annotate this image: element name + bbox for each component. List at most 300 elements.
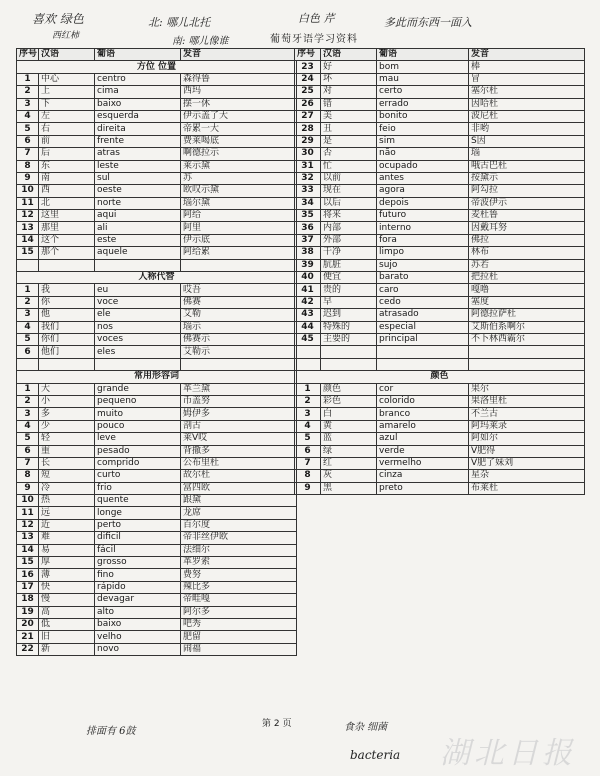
- pronunciation: 公布里杜: [181, 457, 297, 469]
- chinese-word: 新: [39, 643, 95, 655]
- pronunciation: 瑙示: [181, 321, 297, 333]
- pronunciation: 伊示底: [181, 234, 297, 246]
- portuguese-word: amarelo: [377, 420, 469, 432]
- table-row: [17, 507, 297, 519]
- portuguese-word: comprido: [95, 457, 181, 469]
- blank-row: [17, 259, 297, 271]
- pronunciation: 林布: [469, 247, 585, 259]
- table-row: [295, 172, 585, 184]
- chinese-word: 北: [39, 197, 95, 209]
- empty-cell: [295, 346, 321, 358]
- portuguese-word: fora: [377, 234, 469, 246]
- row-number: 17: [17, 581, 39, 593]
- portuguese-word: agora: [377, 185, 469, 197]
- chinese-word: 白: [321, 408, 377, 420]
- portuguese-word: leve: [95, 433, 181, 445]
- chinese-word: 以前: [321, 172, 377, 184]
- row-number: 41: [295, 284, 321, 296]
- portuguese-word: grande: [95, 383, 181, 395]
- table-row: [17, 148, 297, 160]
- blank-row: [295, 346, 585, 358]
- pronunciation: 不兰古: [469, 408, 585, 420]
- pronunciation: 果洛里杜: [469, 395, 585, 407]
- portuguese-word: oeste: [95, 185, 181, 197]
- chinese-word: 远: [39, 507, 95, 519]
- portuguese-word: limpo: [377, 247, 469, 259]
- section-header: [17, 272, 297, 284]
- pronunciation: 艾勒: [181, 309, 297, 321]
- table-row: [295, 86, 585, 98]
- chinese-word: 红: [321, 457, 377, 469]
- pronunciation: 瑙尔黛: [181, 197, 297, 209]
- empty-cell: [469, 358, 585, 370]
- row-number: 2: [17, 86, 39, 98]
- handwritten-note: 北: 哪儿北托: [148, 16, 211, 29]
- row-number: 23: [295, 61, 321, 73]
- pronunciation: 伊示盖了大: [181, 110, 297, 122]
- row-number: 1: [17, 73, 39, 85]
- portuguese-word: antes: [377, 172, 469, 184]
- table-row: [17, 581, 297, 593]
- pronunciation: 阿里: [181, 222, 297, 234]
- chinese-word: 大: [39, 383, 95, 395]
- empty-cell: [95, 358, 181, 370]
- chinese-word: 长: [39, 457, 95, 469]
- section-title: 人称代替: [17, 272, 297, 284]
- handwritten-note: 喜欢 绿色: [32, 12, 84, 26]
- table-row: [17, 321, 297, 333]
- empty-cell: [181, 358, 297, 370]
- portuguese-word: novo: [95, 643, 181, 655]
- chinese-word: 干净: [321, 247, 377, 259]
- table-row: [17, 296, 297, 308]
- page-title: 葡萄牙语学习资料: [270, 34, 358, 45]
- row-number: 9: [17, 482, 39, 494]
- row-number: 29: [295, 135, 321, 147]
- table-row: [17, 86, 297, 98]
- chinese-word: 内部: [321, 222, 377, 234]
- row-number: 39: [295, 259, 321, 271]
- chinese-word: 旧: [39, 631, 95, 643]
- pronunciation: 果尔: [469, 383, 585, 395]
- pronunciation: 苏: [181, 172, 297, 184]
- chinese-word: 早: [321, 296, 377, 308]
- column-header-num: 序号: [295, 49, 321, 61]
- column-header-pt: 葡语: [95, 49, 181, 61]
- chinese-word: 短: [39, 470, 95, 482]
- portuguese-word: muito: [95, 408, 181, 420]
- chinese-word: 黄: [321, 420, 377, 432]
- row-number: 45: [295, 333, 321, 345]
- chinese-word: 慢: [39, 594, 95, 606]
- portuguese-word: colorido: [377, 395, 469, 407]
- portuguese-word: frio: [95, 482, 181, 494]
- row-number: 27: [295, 110, 321, 122]
- chinese-word: 贵的: [321, 284, 377, 296]
- table-row: [17, 110, 297, 122]
- section-header: [17, 371, 297, 383]
- table-row: [17, 408, 297, 420]
- portuguese-word: velho: [95, 631, 181, 643]
- chinese-word: 否: [321, 148, 377, 160]
- portuguese-word: certo: [377, 86, 469, 98]
- table-row: [295, 73, 585, 85]
- table-row: [17, 445, 297, 457]
- pronunciation: 冒: [469, 73, 585, 85]
- row-number: 5: [17, 333, 39, 345]
- table-header: [17, 49, 297, 61]
- row-number: 37: [295, 234, 321, 246]
- table-row: [17, 383, 297, 395]
- pronunciation: 星杂: [469, 470, 585, 482]
- portuguese-word: aqui: [95, 210, 181, 222]
- table-row: [295, 247, 585, 259]
- pronunciation: 帝非丝伊欧: [181, 532, 297, 544]
- pronunciation: 阿尔多: [181, 606, 297, 618]
- portuguese-word: baixo: [95, 618, 181, 630]
- pronunciation: 阿勾拉: [469, 185, 585, 197]
- pronunciation: 按黛示: [469, 172, 585, 184]
- blank-row: [17, 358, 297, 370]
- table-row: [17, 470, 297, 482]
- chinese-word: 黑: [321, 482, 377, 494]
- chinese-word: 颜色: [321, 383, 377, 395]
- row-number: 14: [17, 544, 39, 556]
- portuguese-word: ocupado: [377, 160, 469, 172]
- row-number: 2: [17, 395, 39, 407]
- pronunciation: 哦古巴杜: [469, 160, 585, 172]
- table-row: [17, 643, 297, 655]
- column-header-pt: 葡语: [377, 49, 469, 61]
- vocab-table-left: [16, 48, 297, 656]
- portuguese-word: branco: [377, 408, 469, 420]
- pronunciation: 不卜林西霸尔: [469, 333, 585, 345]
- portuguese-word: vermelho: [377, 457, 469, 469]
- row-number: 4: [17, 321, 39, 333]
- handwritten-note: 白色 芹: [298, 12, 335, 25]
- row-number: 12: [17, 519, 39, 531]
- portuguese-word: bom: [377, 61, 469, 73]
- table-row: [295, 259, 585, 271]
- empty-cell: [321, 358, 377, 370]
- row-number: 3: [17, 408, 39, 420]
- chinese-word: 西: [39, 185, 95, 197]
- portuguese-word: longe: [95, 507, 181, 519]
- row-number: 43: [295, 309, 321, 321]
- portuguese-word: eu: [95, 284, 181, 296]
- row-number: 8: [17, 470, 39, 482]
- row-number: 34: [295, 197, 321, 209]
- pronunciation: 啊德拉示: [181, 148, 297, 160]
- pronunciation: 革罗索: [181, 557, 297, 569]
- pronunciation: 辣比多: [181, 581, 297, 593]
- handwritten-note: 多此而东西一面入: [384, 16, 472, 29]
- chinese-word: 东: [39, 160, 95, 172]
- table-row: [17, 197, 297, 209]
- portuguese-word: alto: [95, 606, 181, 618]
- portuguese-word: principal: [377, 333, 469, 345]
- chinese-word: 高: [39, 606, 95, 618]
- chinese-word: 这个: [39, 234, 95, 246]
- table-row: [295, 433, 585, 445]
- table-row: [17, 234, 297, 246]
- portuguese-word: interno: [377, 222, 469, 234]
- pronunciation: 莱示黛: [181, 160, 297, 172]
- chinese-word: 是: [321, 135, 377, 147]
- empty-cell: [39, 259, 95, 271]
- row-number: 3: [17, 309, 39, 321]
- chinese-word: 少: [39, 420, 95, 432]
- pronunciation: V肥得: [469, 445, 585, 457]
- row-number: 2: [295, 395, 321, 407]
- chinese-word: 中心: [39, 73, 95, 85]
- chinese-word: 难: [39, 532, 95, 544]
- chinese-word: 左: [39, 110, 95, 122]
- pronunciation: 麦杜鲁: [469, 210, 585, 222]
- portuguese-word: feio: [377, 123, 469, 135]
- chinese-word: 迟到: [321, 309, 377, 321]
- table-row: [295, 148, 585, 160]
- chinese-word: 他们: [39, 346, 95, 358]
- portuguese-word: pequeno: [95, 395, 181, 407]
- portuguese-word: caro: [377, 284, 469, 296]
- portuguese-word: rápido: [95, 581, 181, 593]
- table-row: [295, 457, 585, 469]
- chinese-word: 坏: [321, 73, 377, 85]
- table-row: [17, 569, 297, 581]
- row-number: 13: [17, 532, 39, 544]
- row-number: 4: [17, 420, 39, 432]
- chinese-word: 彩色: [321, 395, 377, 407]
- handwritten-note: 西红柿: [52, 31, 80, 41]
- row-number: 7: [17, 148, 39, 160]
- portuguese-word: fácil: [95, 544, 181, 556]
- table-row: [17, 247, 297, 259]
- portuguese-word: cima: [95, 86, 181, 98]
- portuguese-word: voces: [95, 333, 181, 345]
- pronunciation: 百尔度: [181, 519, 297, 531]
- chinese-word: 那个: [39, 247, 95, 259]
- row-number: 7: [17, 457, 39, 469]
- chinese-word: 他: [39, 309, 95, 321]
- portuguese-word: curto: [95, 470, 181, 482]
- row-number: 7: [295, 457, 321, 469]
- table-row: [295, 61, 585, 73]
- row-number: 40: [295, 272, 321, 284]
- table-row: [295, 296, 585, 308]
- row-number: 3: [17, 98, 39, 110]
- table-row: [17, 433, 297, 445]
- portuguese-word: verde: [377, 445, 469, 457]
- pronunciation: 帝波伊示: [469, 197, 585, 209]
- table-row: [17, 160, 297, 172]
- chinese-word: 易: [39, 544, 95, 556]
- chinese-word: 轻: [39, 433, 95, 445]
- table-row: [295, 160, 585, 172]
- pronunciation: 塞度: [469, 296, 585, 308]
- chinese-word: 快: [39, 581, 95, 593]
- table-row: [295, 110, 585, 122]
- row-number: 21: [17, 631, 39, 643]
- row-number: 8: [17, 160, 39, 172]
- pronunciation: 肥留: [181, 631, 297, 643]
- row-number: 16: [17, 569, 39, 581]
- table-row: [295, 482, 585, 494]
- row-number: 6: [17, 346, 39, 358]
- pronunciation: V肥了妹刘: [469, 457, 585, 469]
- chinese-word: 上: [39, 86, 95, 98]
- pronunciation: 佛拉: [469, 234, 585, 246]
- section-header: [17, 61, 297, 73]
- chinese-word: 右: [39, 123, 95, 135]
- row-number: 1: [17, 383, 39, 395]
- row-number: 6: [17, 135, 39, 147]
- row-number: 11: [17, 197, 39, 209]
- table-row: [17, 185, 297, 197]
- row-number: 38: [295, 247, 321, 259]
- section-title: 方位 位置: [17, 61, 297, 73]
- chinese-word: 薄: [39, 569, 95, 581]
- portuguese-word: não: [377, 148, 469, 160]
- empty-cell: [17, 358, 39, 370]
- chinese-word: 厚: [39, 557, 95, 569]
- chinese-word: 灰: [321, 470, 377, 482]
- row-number: 2: [17, 296, 39, 308]
- chinese-word: 下: [39, 98, 95, 110]
- row-number: 31: [295, 160, 321, 172]
- portuguese-word: azul: [377, 433, 469, 445]
- row-number: 12: [17, 210, 39, 222]
- portuguese-word: barato: [377, 272, 469, 284]
- row-number: 33: [295, 185, 321, 197]
- chinese-word: 现在: [321, 185, 377, 197]
- row-number: 5: [295, 433, 321, 445]
- portuguese-word: ali: [95, 222, 181, 234]
- table-row: [17, 284, 297, 296]
- row-number: 8: [295, 470, 321, 482]
- table-row: [295, 395, 585, 407]
- page-number: 第 2 页: [262, 719, 292, 729]
- pronunciation: 塞尔杜: [469, 86, 585, 98]
- pronunciation: 因戴耳努: [469, 222, 585, 234]
- pronunciation: 闹福: [181, 643, 297, 655]
- chinese-word: 这里: [39, 210, 95, 222]
- chinese-word: 低: [39, 618, 95, 630]
- chinese-word: 那里: [39, 222, 95, 234]
- pronunciation: 因哈杜: [469, 98, 585, 110]
- pronunciation: 摆一休: [181, 98, 297, 110]
- row-number: 10: [17, 185, 39, 197]
- pronunciation: 布莱杜: [469, 482, 585, 494]
- portuguese-word: eles: [95, 346, 181, 358]
- row-number: 6: [295, 445, 321, 457]
- portuguese-word: depois: [377, 197, 469, 209]
- row-number: 19: [17, 606, 39, 618]
- table-row: [17, 135, 297, 147]
- pronunciation: 哎吾: [181, 284, 297, 296]
- pronunciation: 棒: [469, 61, 585, 73]
- table-row: [17, 544, 297, 556]
- chinese-word: 我们: [39, 321, 95, 333]
- portuguese-word: sim: [377, 135, 469, 147]
- row-number: 6: [17, 445, 39, 457]
- row-number: 15: [17, 557, 39, 569]
- chinese-word: 特殊的: [321, 321, 377, 333]
- chinese-word: 主要的: [321, 333, 377, 345]
- table-row: [295, 321, 585, 333]
- pronunciation: 故尔杜: [181, 470, 297, 482]
- portuguese-word: este: [95, 234, 181, 246]
- pronunciation: 把拉杜: [469, 272, 585, 284]
- pronunciation: 佛赛: [181, 296, 297, 308]
- table-row: [17, 631, 297, 643]
- table-row: [17, 594, 297, 606]
- pronunciation: 艾勒示: [181, 346, 297, 358]
- pronunciation: 非哟: [469, 123, 585, 135]
- portuguese-word: cor: [377, 383, 469, 395]
- row-number: 28: [295, 123, 321, 135]
- left-column: [16, 48, 296, 656]
- column-header-pron: 发音: [181, 49, 297, 61]
- pronunciation: 姆伊多: [181, 408, 297, 420]
- portuguese-word: ele: [95, 309, 181, 321]
- pronunciation: 阿德拉萨杜: [469, 309, 585, 321]
- portuguese-word: esquerda: [95, 110, 181, 122]
- table-row: [295, 383, 585, 395]
- table-row: [17, 532, 297, 544]
- pronunciation: 莱V哎: [181, 433, 297, 445]
- empty-cell: [377, 346, 469, 358]
- chinese-word: 重: [39, 445, 95, 457]
- portuguese-word: pesado: [95, 445, 181, 457]
- row-number: 15: [17, 247, 39, 259]
- row-number: 11: [17, 507, 39, 519]
- vocabulary-sheet: [16, 48, 584, 718]
- column-header-cn: 汉语: [321, 49, 377, 61]
- empty-cell: [377, 358, 469, 370]
- pronunciation: 森得鲁: [181, 73, 297, 85]
- portuguese-word: cedo: [377, 296, 469, 308]
- table-row: [295, 123, 585, 135]
- pronunciation: 西玛: [181, 86, 297, 98]
- chinese-word: 近: [39, 519, 95, 531]
- pronunciation: 费莱喝底: [181, 135, 297, 147]
- handwritten-note: bacteria: [350, 748, 401, 762]
- pronunciation: 佛赛示: [181, 333, 297, 345]
- row-number: 24: [295, 73, 321, 85]
- chinese-word: 我: [39, 284, 95, 296]
- portuguese-word: centro: [95, 73, 181, 85]
- pronunciation: 阿给累: [181, 247, 297, 259]
- table-row: [17, 98, 297, 110]
- chinese-word: 前: [39, 135, 95, 147]
- row-number: 9: [295, 482, 321, 494]
- row-number: 30: [295, 148, 321, 160]
- table-row: [295, 408, 585, 420]
- table-row: [295, 284, 585, 296]
- chinese-word: 好: [321, 61, 377, 73]
- row-number: 1: [17, 284, 39, 296]
- pronunciation: 龙席: [181, 507, 297, 519]
- portuguese-word: bonito: [377, 110, 469, 122]
- pronunciation: 瑙: [469, 148, 585, 160]
- pronunciation: S因: [469, 135, 585, 147]
- chinese-word: 对: [321, 86, 377, 98]
- row-number: 4: [17, 110, 39, 122]
- portuguese-word: baixo: [95, 98, 181, 110]
- table-row: [17, 420, 297, 432]
- portuguese-word: nos: [95, 321, 181, 333]
